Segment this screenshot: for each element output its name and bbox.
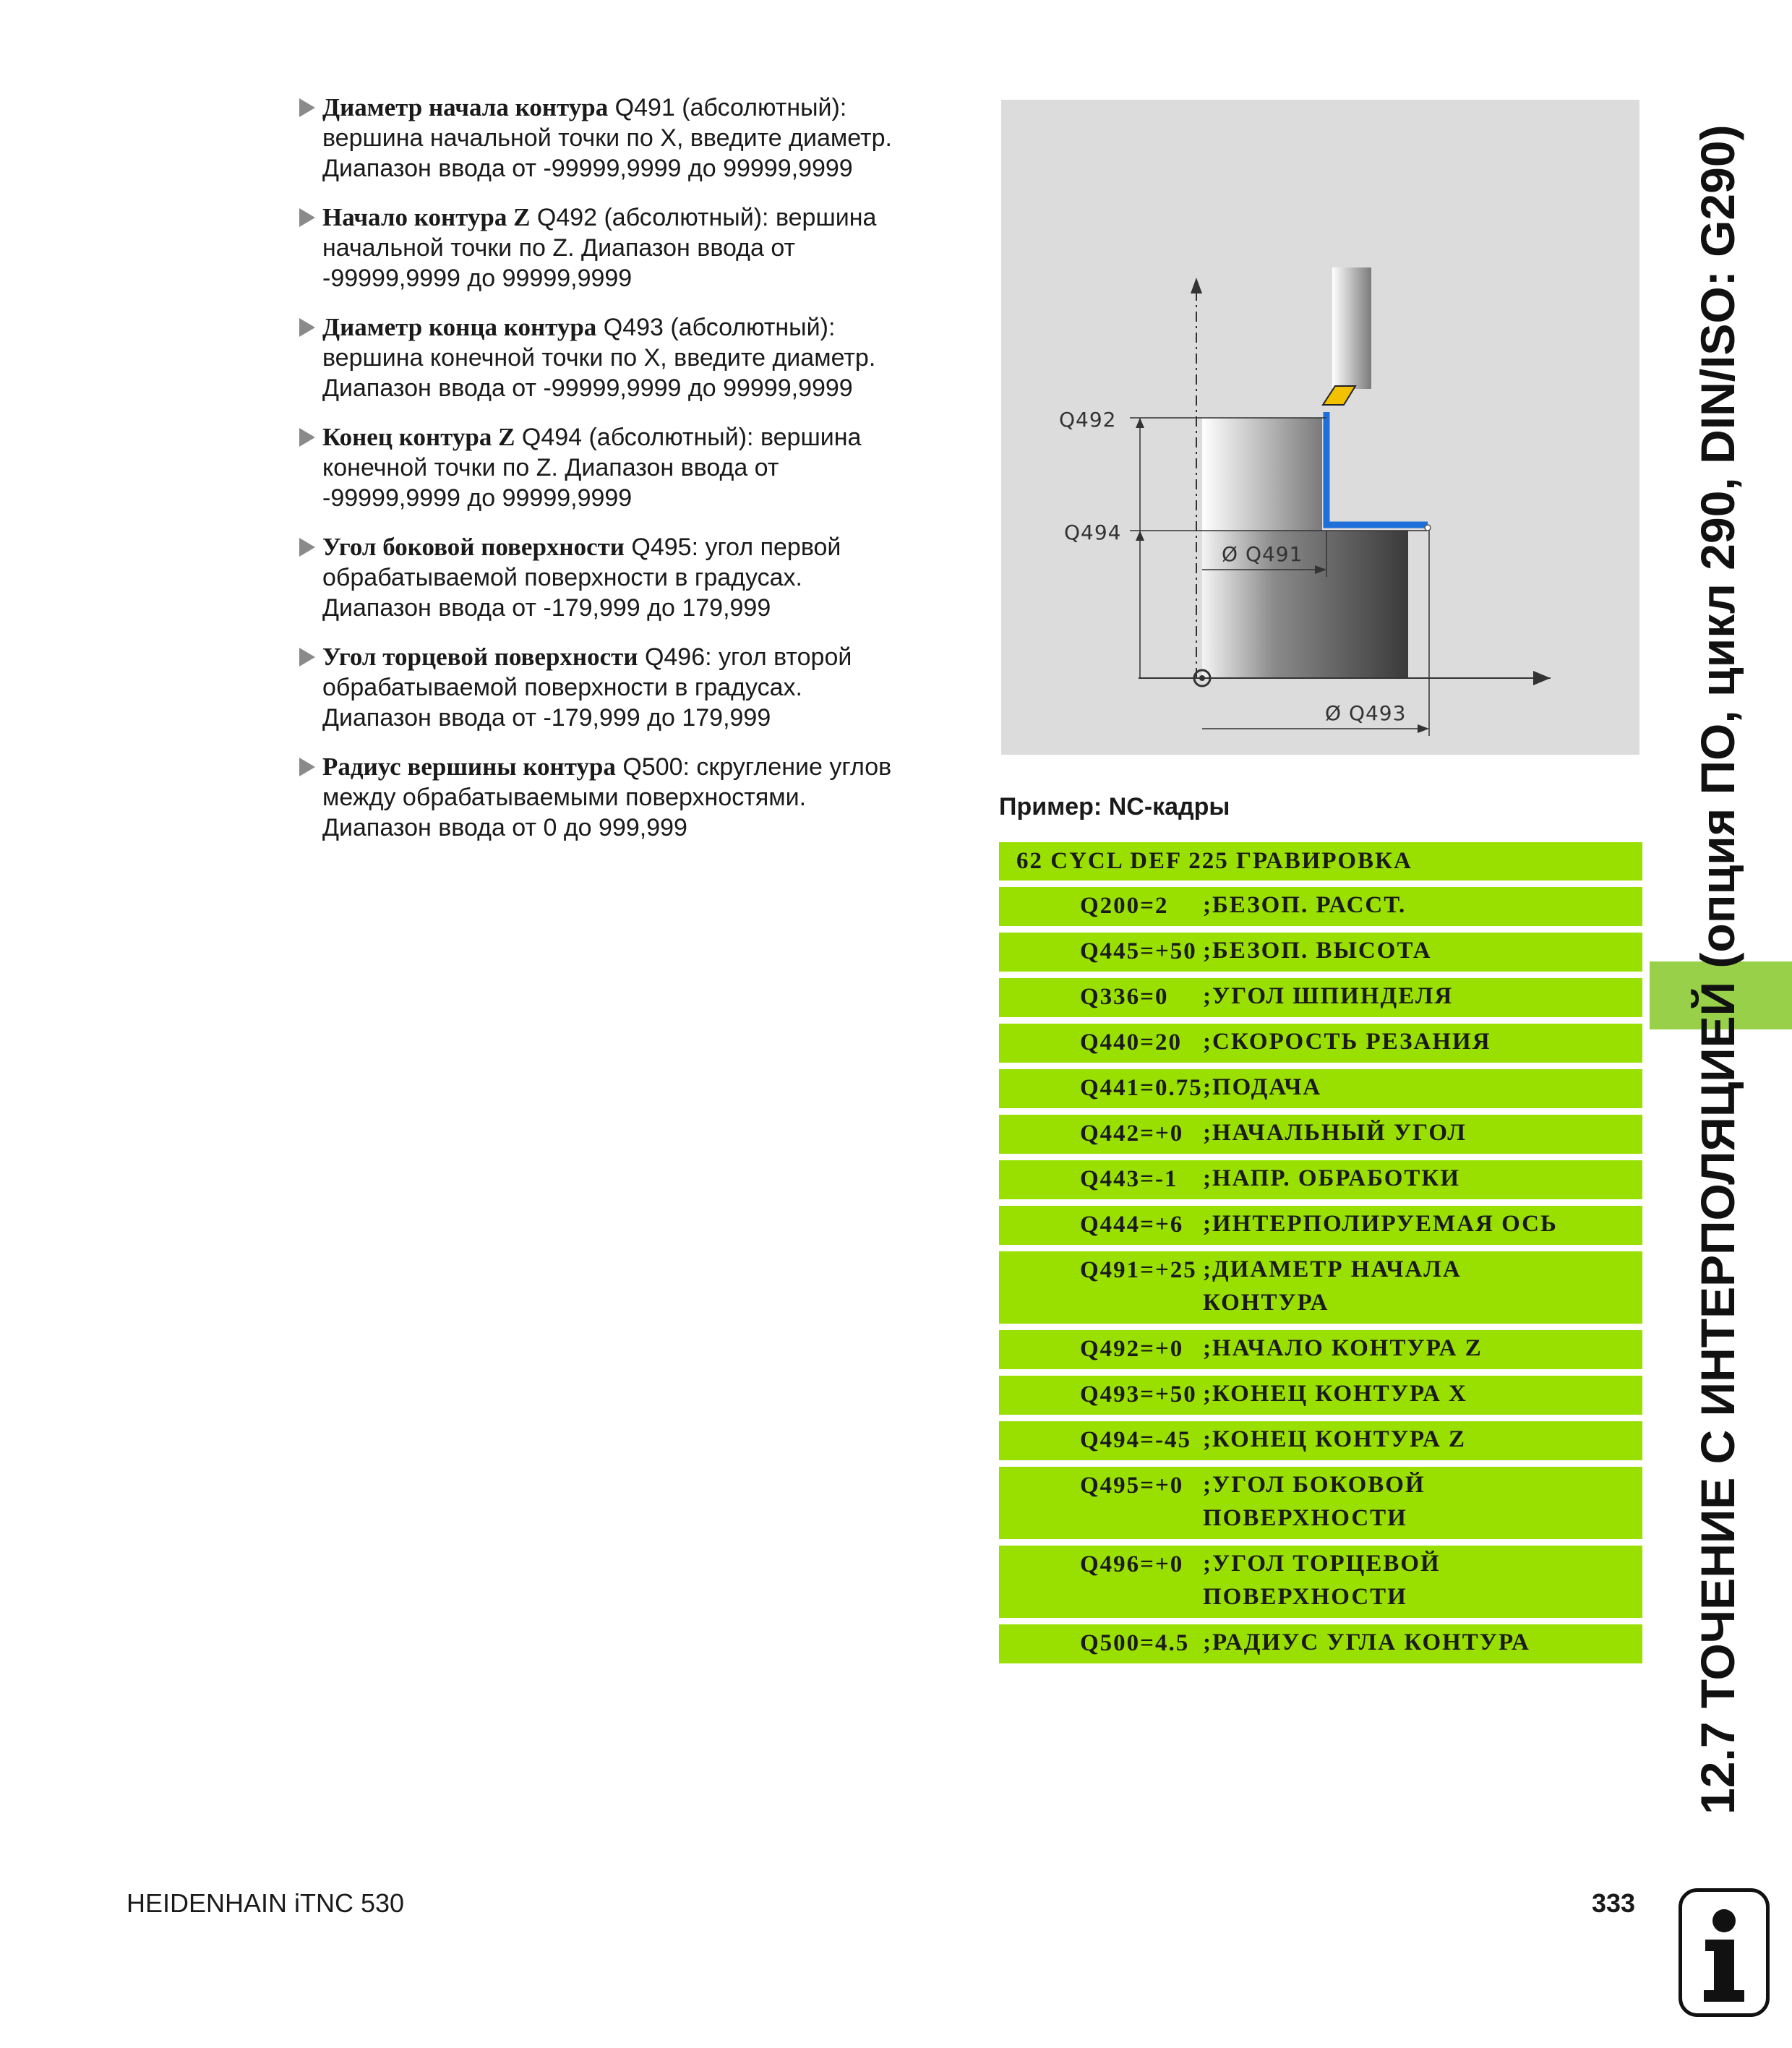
parameter-text: Диапазон ввода от 0 до 999,999: [322, 814, 687, 841]
nc-rows: [999, 887, 1642, 1663]
label-q494: Q494: [1064, 520, 1122, 544]
q493-arrow: [1418, 724, 1429, 733]
nc-row: [999, 1546, 1642, 1618]
workpiece-small-section: [1202, 418, 1322, 531]
nc-param: Q445=+50: [1080, 938, 1197, 964]
nc-row: [999, 1330, 1642, 1369]
parameter-text: обрабатываемой поверхности в градусах.: [322, 674, 802, 701]
nc-param: Q441=0.75: [1080, 1075, 1203, 1101]
nc-comment: ;НАЧАЛЬНЫЙ УГОЛ: [1203, 1120, 1467, 1146]
parameter-text: Диапазон ввода от -99999,9999 до 99999,9999: [322, 155, 853, 182]
info-icon: [1679, 1888, 1770, 2017]
bullet-arrow-icon: [299, 758, 315, 776]
contour-figure: [1001, 100, 1639, 755]
page-number: 333: [1592, 1888, 1636, 1918]
nc-row: [999, 1069, 1642, 1108]
nc-param: Q496=+0: [1080, 1551, 1184, 1577]
nc-comment: ;УГОЛ ШПИНДЕЛЯ: [1203, 983, 1454, 1009]
nc-header-row: 62 CYCL DEF 225 ГРАВИРОВКА: [999, 842, 1642, 881]
parameter-text: -99999,9999 до 99999,9999: [322, 484, 633, 512]
nc-param: Q443=-1: [1080, 1166, 1178, 1192]
nc-comment: ;БЕЗОП. РАССТ.: [1203, 892, 1407, 918]
parameter-text: между обрабатываемыми поверхностями.: [322, 784, 807, 811]
parameter-text: вершина начальной точки по X, введите диаметр.: [322, 124, 892, 152]
q492-arrow: [1136, 418, 1144, 428]
nc-comment: ;СКОРОСТЬ РЕЗАНИЯ: [1203, 1029, 1491, 1055]
parameter-first-line: [322, 202, 961, 233]
info-glyph: [1682, 1892, 1766, 2013]
nc-param: Q200=2: [1080, 893, 1169, 919]
nc-row: [999, 1467, 1642, 1539]
nc-param: Q494=-45: [1080, 1427, 1191, 1453]
parameter-text: Q500: скругление углов: [615, 753, 892, 781]
parameter-text: -99999,9999 до 99999,9999: [322, 265, 633, 292]
bullet-arrow-icon: [299, 98, 315, 117]
example-title: Пример: NC-кадры: [999, 793, 1230, 821]
parameter-text: Q493 (абсолютный):: [596, 314, 836, 341]
nc-row: [999, 1024, 1642, 1063]
tool-holder: [1332, 267, 1371, 389]
parameter-text: Q494 (абсолютный): вершина: [515, 424, 862, 451]
label-q491: Ø Q491: [1222, 542, 1303, 566]
nc-row: [999, 1624, 1642, 1663]
parameter-text: Q491 (абсолютный):: [608, 94, 847, 121]
nc-comment: ;РАДИУС УГЛА КОНТУРА: [1203, 1629, 1530, 1655]
parameter-text: вершина конечной точки по X, введите диаметр.: [322, 344, 876, 372]
parameter-text: Диапазон ввода от -179,999 до 179,999: [322, 594, 771, 622]
parameter-name: Радиус вершины контура: [322, 753, 616, 781]
origin-dot: [1199, 675, 1205, 681]
parameter-item: [296, 312, 961, 403]
parameter-item: [296, 93, 961, 184]
nc-comment: ;КОНЕЦ КОНТУРА X: [1203, 1381, 1467, 1407]
nc-comment: ;БЕЗОП. ВЫСОТА: [1203, 938, 1432, 964]
parameter-first-line: [322, 642, 961, 672]
nc-block: [999, 842, 1642, 1670]
chapter-title-rest: (опция ПО, цикл 290, DIN/ISO: G290): [1691, 124, 1744, 982]
contour-end-marker: [1425, 525, 1431, 531]
chapter-title: [1689, 80, 1746, 1815]
nc-param: Q444=+6: [1080, 1212, 1184, 1238]
parameter-item: [296, 642, 961, 733]
parameter-item: [296, 422, 961, 513]
nc-comment: ;УГОЛ БОКОВОЙ ПОВЕРХНОСТИ: [1203, 1472, 1426, 1531]
nc-row: [999, 978, 1642, 1017]
bullet-arrow-icon: [299, 318, 315, 337]
nc-row: [999, 933, 1642, 972]
parameter-first-line: [322, 93, 961, 123]
nc-comment: ;КОНЕЦ КОНТУРА Z: [1203, 1426, 1467, 1452]
parameter-text: Q496: угол второй: [638, 643, 852, 671]
parameter-text: Диапазон ввода от -179,999 до 179,999: [322, 704, 771, 732]
parameter-name: Угол торцевой поверхности: [322, 643, 638, 671]
parameter-first-line: [322, 532, 961, 562]
parameter-item: [296, 752, 961, 843]
nc-row: [999, 1160, 1642, 1199]
nc-row: [999, 1376, 1642, 1415]
nc-row: [999, 1115, 1642, 1154]
bullet-arrow-icon: [299, 538, 315, 557]
nc-param: Q493=+50: [1080, 1381, 1197, 1408]
bullet-arrow-icon: [299, 428, 315, 447]
nc-comment: ;ДИАМЕТР НАЧАЛА КОНТУРА: [1203, 1256, 1462, 1316]
nc-param: Q492=+0: [1080, 1336, 1184, 1362]
nc-comment: ;НАПР. ОБРАБОТКИ: [1203, 1165, 1460, 1191]
label-q493: Ø Q493: [1325, 701, 1407, 725]
parameter-text: конечной точки по Z. Диапазон ввода от: [322, 454, 779, 481]
parameter-name: Диаметр конца контура: [322, 313, 597, 341]
parameter-first-line: [322, 752, 961, 782]
nc-comment: ;ИНТЕРПОЛИРУЕМАЯ ОСЬ: [1203, 1211, 1558, 1237]
parameter-first-line: [322, 422, 961, 453]
parameter-text: начальной точки по Z. Диапазон ввода от: [322, 234, 796, 262]
nc-comment: ;НАЧАЛО КОНТУРА Z: [1203, 1335, 1483, 1361]
nc-param: Q442=+0: [1080, 1121, 1184, 1147]
nc-comment: ;УГОЛ ТОРЦЕВОЙ ПОВЕРХНОСТИ: [1203, 1551, 1441, 1610]
parameter-text: Q492 (абсолютный): вершина: [530, 204, 877, 231]
footer-product: HEIDENHAIN iTNC 530: [127, 1888, 405, 1918]
nc-row: [999, 1421, 1642, 1460]
q494-arrow: [1136, 531, 1144, 541]
parameter-text: Q495: угол первой: [624, 534, 841, 561]
label-q492: Q492: [1059, 408, 1117, 432]
nc-param: Q500=4.5: [1080, 1630, 1190, 1656]
nc-param: Q495=+0: [1080, 1473, 1184, 1499]
nc-row: [999, 1251, 1642, 1324]
nc-row: [999, 887, 1642, 926]
parameter-text: Диапазон ввода от -99999,9999 до 99999,9999: [322, 374, 853, 402]
nc-comment: ;ПОДАЧА: [1203, 1074, 1322, 1100]
tool-insert: [1323, 386, 1355, 405]
parameter-name: Диаметр начала контура: [322, 93, 609, 121]
parameter-item: [296, 202, 961, 294]
center-axis-arrow: [1191, 278, 1202, 294]
parameter-list: [296, 93, 961, 862]
parameter-first-line: [322, 312, 961, 343]
parameter-name: Конец контура Z: [322, 423, 515, 451]
nc-param: Q440=20: [1080, 1029, 1182, 1055]
nc-param: Q491=+25: [1080, 1257, 1197, 1283]
parameter-name: Начало контура Z: [322, 203, 531, 231]
contour-diagram: [1001, 100, 1639, 755]
contour-path: [1326, 412, 1428, 525]
bullet-arrow-icon: [299, 648, 315, 667]
chapter-title-bold: 12.7 ТОЧЕНИЕ С ИНТЕРПОЛЯЦИЕЙ: [1691, 981, 1744, 1815]
parameter-name: Угол боковой поверхности: [322, 533, 625, 561]
parameter-item: [296, 532, 961, 623]
parameter-text: обрабатываемой поверхности в градусах.: [322, 564, 802, 591]
nc-row: [999, 1206, 1642, 1245]
bullet-arrow-icon: [299, 208, 315, 227]
nc-param: Q336=0: [1080, 984, 1169, 1010]
